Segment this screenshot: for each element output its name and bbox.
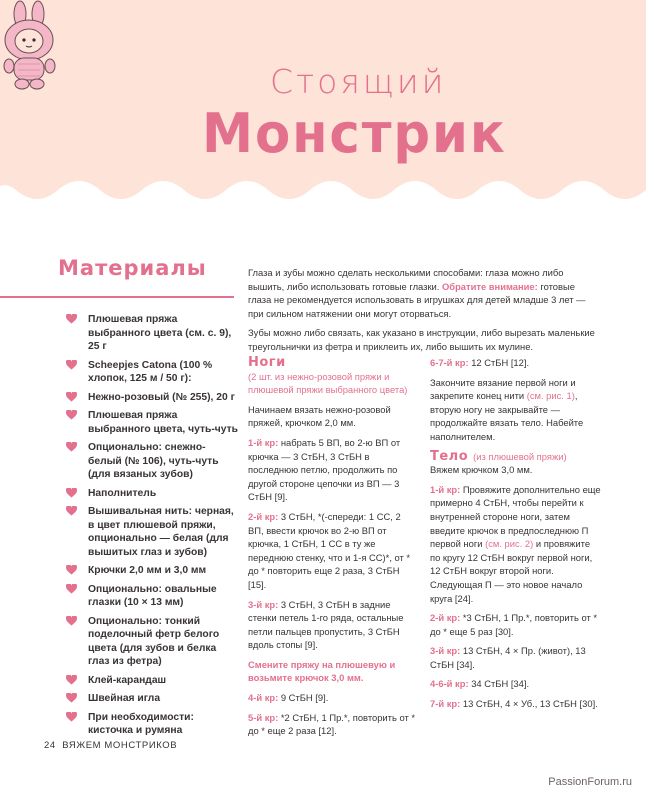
material-text: Scheepjes Catona (100 % хлопок, 125 м / 50 г):: [88, 359, 213, 384]
heart-icon: [66, 565, 77, 575]
page-number: 24: [44, 740, 56, 751]
header-band: [0, 0, 646, 232]
title-line-1: Стоящий: [270, 62, 447, 101]
heart-icon: [66, 410, 77, 420]
instruction-row: 1-й кр: Провяжите дополнительно еще примерно 4 СтБН, чтобы перейти к внутренней стороне ноги, затем введите крючок в предпоследнюю П первой ноги (см. рис. 2) и провяжите по кругу 12 СтБН вокруг первой ноги, 12 СтБН вокруг второй ноги. Следующая П — это новое начало круга [24].: [430, 483, 601, 604]
book-title: ВЯЖЕМ МОНСТРИКОВ: [62, 740, 178, 751]
body-column: [430, 356, 602, 717]
instruction-row: 7-й кр: 13 СтБН, 4 × Уб., 13 СтБН [30].: [430, 698, 598, 710]
instruction-row: 5-й кр: *2 СтБН, 1 Пр.*, повторить от * до * еще 2 раза [12].: [248, 711, 416, 737]
heart-icon: [66, 392, 77, 402]
material-text: Опционально: тонкий поделочный фетр белого цвета (для зубов и белка глаз из фетра): [88, 615, 220, 667]
list-item: [66, 505, 238, 559]
intro-paragraph-1: Глаза и зубы можно сделать несколькими способами: глаза можно либо вышить, либо использовать готовые глазки. Обратите внимание: готовые глаза не рекомендуется использовать в игрушках для детей младше 3 лет — при сильном натяжении они могут оторваться.: [248, 267, 586, 319]
materials-divider: [0, 296, 234, 298]
materials-list: [66, 313, 238, 743]
list-item: [66, 615, 238, 669]
list-item: [66, 359, 238, 386]
intro-paragraph-2: Зубы можно либо связать, как указано в инструкции, либо вырезать маленькие треугольнички из фетра и приклеить их, либо вышить их мулине.: [248, 327, 595, 352]
material-text: Опционально: снежно-белый (№ 106), чуть-чуть (для вязаных зубов): [88, 442, 219, 480]
intro-text: [248, 266, 598, 360]
title-line-2: Монстрик: [202, 102, 507, 165]
heart-icon: [66, 506, 77, 516]
heart-icon: [66, 693, 77, 703]
list-item: [66, 391, 238, 405]
legs-note: (2 шт. из нежно-розовой пряжи и плюшевой пряжи выбранного цвета): [248, 370, 408, 396]
monster-mascot-illustration: [0, 0, 64, 92]
heart-icon: [66, 442, 77, 452]
list-item: [66, 313, 238, 354]
heart-icon: [66, 675, 77, 685]
instruction-row: 2-й кр: 3 СтБН, *(-спереди: 1 СС, 2 ВП, ввести крючок во 2-ю ВП от крючка, 1 СтБН, 1 СС в ту же переднюю стенку, что и 1-я СС)*, от * до * повторить еще 2 раза, 3 СтБН [15].: [248, 510, 411, 590]
list-item: [66, 564, 238, 578]
figure-ref-2: (см. рис. 2): [485, 538, 534, 550]
figure-ref-1: (см. рис. 1): [526, 390, 575, 402]
body-heading: Тело (из плюшевой пряжи): [430, 448, 567, 464]
instruction-row: 3-й кр: 3 СтБН, 3 СтБН в задние стенки петель 1-го ряда, остальные петли пальцев пропустить, 3 СтБН вдоль стопы [9].: [248, 598, 404, 651]
material-text: Наполнитель: [88, 487, 157, 499]
heart-icon: [66, 314, 77, 324]
heart-icon: [66, 584, 77, 594]
legs-heading: Ноги: [248, 355, 286, 370]
yarn-switch-note: Смените пряжу на плюшевую и возьмите крючок 3,0 мм.: [248, 658, 396, 684]
instruction-row: 4-6-й кр: 34 СтБН [34].: [430, 678, 530, 690]
body-note: (из плюшевой пряжи): [473, 450, 567, 462]
material-text: Плюшевая пряжа выбранного цвета, чуть-чуть: [88, 410, 238, 435]
attention-label: Обратите внимание:: [442, 280, 538, 292]
instruction-row: 2-й кр: *3 СтБН, 1 Пр.*, повторить от * до * еще 5 раз [30].: [430, 612, 598, 637]
materials-heading: Материалы: [58, 256, 207, 280]
material-text: При необходимости: кисточка и румяна: [88, 711, 194, 736]
instruction-row: 3-й кр: 13 СтБН, 4 × Пр. (живот), 13 СтБН [34].: [430, 645, 586, 670]
list-item: [66, 441, 238, 482]
instruction-row: 4-й кр: 9 СтБН [9].: [248, 692, 329, 704]
finish-leg-text: Закончите вязание первой ноги и закрепите конец нити (см. рис. 1), вторую ногу не закрывайте — продолжайте вязать тело. Набейте наполнителем.: [430, 376, 584, 442]
material-text: Плюшевая пряжа выбранного цвета (см. с. 9), 25 г: [88, 314, 232, 352]
list-item: [66, 711, 238, 738]
page-footer: [44, 740, 177, 751]
heart-icon: [66, 712, 77, 722]
list-item: [66, 409, 238, 436]
material-text: Вышивальная нить: черная, в цвет плюшевой пряжи, опционально — белая (для вышитых глаз и зубов): [88, 506, 234, 558]
watermark: PassionForum.ru: [548, 776, 632, 788]
heart-icon: [66, 360, 77, 370]
material-text: Опционально: овальные глазки (10 × 13 мм): [88, 583, 217, 608]
instruction-row: 1-й кр: набрать 5 ВП, во 2-ю ВП от крючка — 3 СтБН, 3 СтБН в последнюю петлю, продолжить по другой стороне цепочки из ВП — 3 СтБН [9].: [248, 436, 401, 503]
heart-icon: [66, 488, 77, 498]
material-text: Крючки 2,0 мм и 3,0 мм: [88, 565, 207, 576]
instruction-row: 6-7-й кр: 12 СтБН [12].: [430, 357, 530, 368]
legs-start: Начинаем вязать нежно-розовой пряжей, крючком 2,0 мм.: [248, 403, 391, 429]
list-item: [66, 692, 238, 706]
legs-column: [248, 356, 418, 744]
material-text: Клей-карандаш: [88, 674, 167, 686]
list-item: [66, 583, 238, 610]
list-item: [66, 674, 238, 688]
list-item: [66, 487, 238, 501]
material-text: Нежно-розовый (№ 255), 20 г: [88, 391, 235, 403]
heart-icon: [66, 616, 77, 626]
body-start: Вяжем крючком 3,0 мм.: [430, 464, 533, 476]
material-text: Швейная игла: [88, 693, 161, 704]
